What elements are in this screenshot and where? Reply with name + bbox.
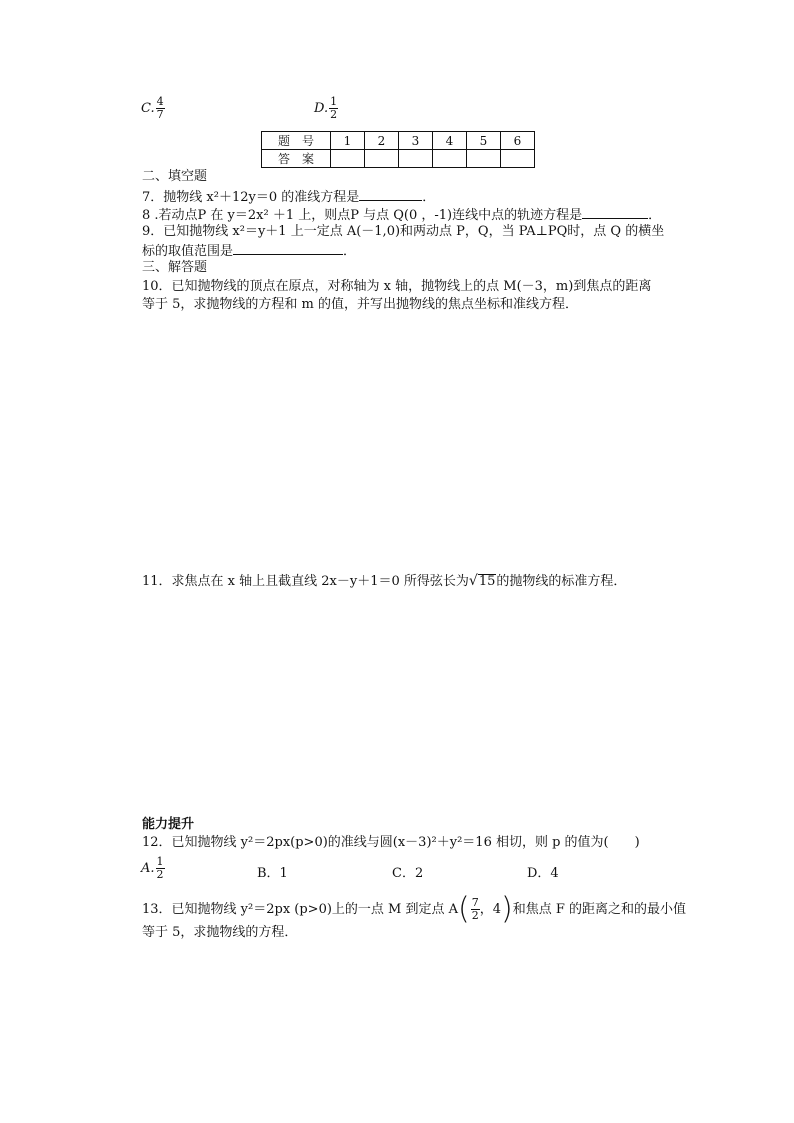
answer-cell[interactable] xyxy=(467,150,501,168)
section-title-fill-in: 二、填空题 xyxy=(142,169,208,184)
question-9-line2 xyxy=(142,242,356,260)
option-c-denominator: 7 xyxy=(156,108,164,121)
table-number-cell: 3 xyxy=(399,132,433,150)
option-d-fraction xyxy=(329,96,338,121)
table-label-answer: 答 案 xyxy=(262,150,331,168)
right-paren: ) xyxy=(501,891,513,927)
question-7 xyxy=(142,188,435,206)
point-a-numerator: 7 xyxy=(471,896,479,909)
sqrt-icon: √ xyxy=(468,573,478,589)
table-number-cell: 2 xyxy=(365,132,399,150)
question-13-line2: 等于 5，求抛物线的方程． xyxy=(142,925,298,940)
table-number-cell: 4 xyxy=(433,132,467,150)
q12-option-a-letter: A. xyxy=(141,861,155,876)
question-13-text-end: 和焦点 F 的距离之和的最小值 xyxy=(512,902,687,917)
question-11-end: 的抛物线的标准方程． xyxy=(496,574,627,589)
question-7-text: 7．抛物线 x²＋12y＝0 的准线方程是 xyxy=(142,190,360,205)
point-a-fraction xyxy=(471,897,480,922)
question-13-line1 xyxy=(142,891,687,927)
answer-cell[interactable] xyxy=(433,150,467,168)
q12-option-a xyxy=(141,856,165,881)
question-11 xyxy=(142,573,626,590)
question-9-end: ． xyxy=(343,244,357,259)
answer-blank[interactable] xyxy=(359,188,422,201)
sqrt-radicand: 15 xyxy=(478,574,496,589)
question-9-line1: 9．已知抛物线 x²＝y＋1 上一定点 A(－1,0)和两动点 P，Q，当 PA⊥PQ时，点 Q 的横坐 xyxy=(142,224,665,239)
option-d-numerator: 1 xyxy=(330,95,338,108)
table-number-cell: 5 xyxy=(467,132,501,150)
q12-option-d: D．4 xyxy=(527,866,559,881)
question-8-text: 8 .若动点P 在 y＝2x² ＋1 上，则点P 与点 Q(0 ，-1)连线中点的轨迹方程是 xyxy=(142,208,583,223)
question-10-line1: 10．已知抛物线的顶点在原点，对称轴为 x 轴，抛物线上的点 M(－3，m)到焦点的距离 xyxy=(142,279,652,294)
option-c-letter: C. xyxy=(141,101,155,116)
answer-cell[interactable] xyxy=(501,150,535,168)
q12-option-a-numerator: 1 xyxy=(156,855,164,868)
table-number-cell: 6 xyxy=(501,132,535,150)
answer-table xyxy=(261,131,535,168)
question-10-line2: 等于 5，求抛物线的方程和 m 的值，并写出抛物线的焦点坐标和准线方程． xyxy=(142,297,578,312)
question-7-end: ． xyxy=(422,190,436,205)
question-11-text: 11．求焦点在 x 轴上且截直线 2x－y＋1＝0 所得弦长为 xyxy=(142,574,469,589)
answer-blank[interactable] xyxy=(582,206,648,219)
question-12: 12．已知抛物线 y²＝2px(p>0)的准线与圆(x－3)²＋y²＝16 相切，则 p 的值为( ) xyxy=(142,835,640,850)
section-title-solve: 三、解答题 xyxy=(142,260,208,275)
answer-table-answer-row xyxy=(262,150,535,168)
option-d-denominator: 2 xyxy=(330,108,338,121)
option-c-numerator: 4 xyxy=(156,95,164,108)
left-paren: ( xyxy=(458,891,470,927)
point-a-denominator: 2 xyxy=(471,909,479,922)
table-number-cell: 1 xyxy=(331,132,365,150)
option-d-letter: D. xyxy=(314,101,329,116)
answer-table-header-row xyxy=(262,132,535,150)
section-title-ability: 能力提升 xyxy=(142,817,195,832)
answer-cell[interactable] xyxy=(331,150,365,168)
answer-cell[interactable] xyxy=(365,150,399,168)
question-8-end: ． xyxy=(648,208,662,223)
q12-option-c: C．2 xyxy=(392,866,424,881)
option-d xyxy=(314,96,338,121)
question-9-text: 标的取值范围是 xyxy=(142,244,234,259)
option-c-fraction xyxy=(156,96,165,121)
q12-option-b: B．1 xyxy=(257,866,288,881)
table-label-question-number: 题 号 xyxy=(262,132,331,150)
option-c xyxy=(141,96,165,121)
q12-option-a-denominator: 2 xyxy=(156,868,164,881)
question-8 xyxy=(142,206,661,224)
point-a-y: ，4 xyxy=(479,902,502,917)
answer-blank[interactable] xyxy=(233,242,343,255)
q12-option-a-fraction xyxy=(156,856,165,881)
question-13-text: 13．已知抛物线 y²＝2px (p>0)上的一点 M 到定点 A xyxy=(142,902,459,917)
answer-cell[interactable] xyxy=(399,150,433,168)
